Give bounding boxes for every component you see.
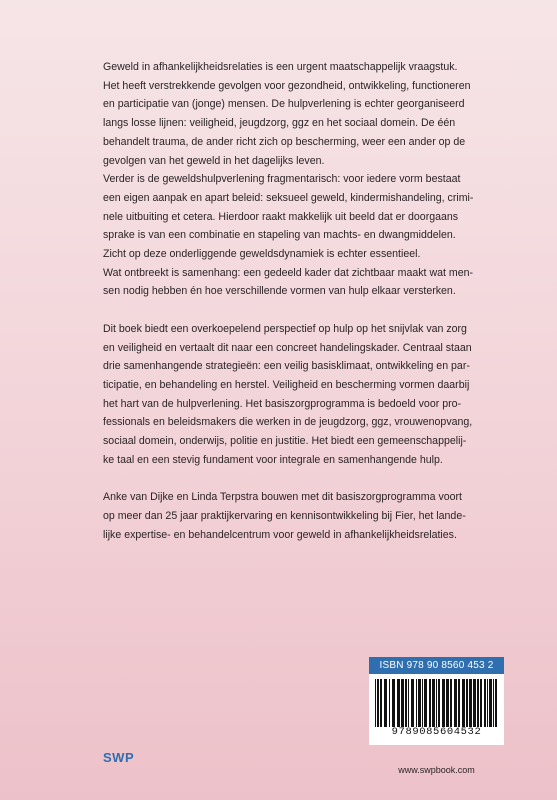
barcode-bar	[484, 679, 486, 727]
barcode-bar	[401, 679, 404, 727]
barcode-bar	[442, 679, 445, 727]
text-line: het hart van de hulpverlening. Het basiszorgprogramma is bedoeld voor pro-	[103, 397, 462, 410]
text-line: Anke van Dijke en Linda Terpstra bouwen met dit basiszorgprogramma voort	[103, 491, 462, 504]
barcode-bar	[380, 679, 382, 727]
barcode-bar	[454, 679, 457, 727]
barcode-bar	[446, 679, 449, 727]
text-line: fessionals en beleidsmakers die werken in de jeugdzorg, ggz, vrouwenopvang,	[103, 416, 473, 429]
text-line: Verder is de geweldshulpverlening fragmentarisch: voor iedere vorm bestaat	[103, 173, 461, 186]
text-line: nele uitbuiting et cetera. Hierdoor raakt makkelijk uit beeld dat er doorgaans	[103, 210, 459, 223]
text-line: Geweld in afhankelijkheidsrelaties is een urgent maatschappelijk vraagstuk.	[103, 61, 458, 73]
text-line: ticipatie, en behandeling en herstel. Veiligheid en bescherming vormen daarbij	[103, 378, 470, 391]
paragraph-authors	[103, 488, 515, 544]
back-cover-text	[103, 58, 515, 563]
barcode-bar	[408, 679, 409, 727]
barcode-bar	[416, 679, 417, 727]
text-line: Zicht op deze onderliggende geweldsdynamiek is echter essentieel.	[103, 248, 421, 261]
barcode-bar	[377, 679, 379, 727]
barcode-bar	[487, 679, 488, 727]
barcode-bar	[375, 679, 376, 727]
text-line: langs losse lijnen: veiligheid, jeugdzorg, ggz en het sociaal domein. De één	[103, 117, 456, 130]
text-line: gevolgen van het geweld in het dagelijks leven.	[103, 154, 325, 167]
barcode-bar	[389, 679, 390, 727]
barcode-bar	[424, 679, 427, 727]
barcode-bar	[436, 679, 437, 727]
text-line: behandelt trauma, de ander richt zich op bescherming, weer een ander op de	[103, 135, 466, 148]
barcode-bar	[432, 679, 435, 727]
barcode-bar	[458, 679, 460, 727]
text-line: Het heeft verstrekkende gevolgen voor gezondheid, ontwikkeling, functioneren	[103, 79, 471, 92]
barcode-bar	[469, 679, 472, 727]
text-line: op meer dan 25 jaar praktijkervaring en kennisontwikkeling bij Fier, het lande-	[103, 509, 466, 522]
barcode-bar	[418, 679, 421, 727]
barcode-bar	[480, 679, 482, 727]
barcode-bar	[493, 679, 494, 727]
text-line: sen nodig hebben én hoe verschillende vormen van hulp elkaar versterken.	[103, 285, 456, 298]
barcode-bar	[422, 679, 423, 727]
barcode-bar	[462, 679, 465, 727]
text-line: lijke expertise- en behandelcentrum voor geweld in afhankelijkheidsrelaties.	[103, 528, 457, 541]
text-line: en participatie van (jonge) mensen. De hulpverlening is echter georganiseerd	[103, 98, 465, 111]
barcode-bar	[473, 679, 476, 727]
barcode-bar	[489, 679, 492, 727]
barcode-bar	[384, 679, 387, 727]
text-line: Wat ontbreekt is samenhang: een gedeeld kader dat zichtbaar maakt wat men-	[103, 266, 474, 279]
paragraph-intro	[103, 58, 515, 301]
barcode-bar	[397, 679, 400, 727]
text-line: Dit boek biedt een overkoepelend perspectief op hulp op het snijvlak van zorg	[103, 322, 467, 335]
paragraph-book-description	[103, 320, 515, 470]
publisher-url: www.swpbook.com	[398, 765, 475, 775]
text-line: een eigen aanpak en apart beleid: seksueel geweld, kindermishandeling, crimi-	[103, 191, 474, 204]
barcode-bar	[429, 679, 431, 727]
isbn-label: ISBN 978 90 8560 453 2	[369, 657, 504, 674]
barcode-bar	[405, 679, 407, 727]
barcode-digits: 9789085604532	[391, 726, 482, 738]
text-line: sprake is van een combinatie en stapeling van machts- en dwangmiddelen.	[103, 229, 456, 242]
barcode-bar	[411, 679, 414, 727]
isbn-barcode-block	[369, 657, 504, 745]
barcode-bar	[477, 679, 479, 727]
barcode-bar	[392, 679, 395, 727]
barcode	[375, 679, 498, 727]
barcode-bar	[450, 679, 452, 727]
barcode-bar	[438, 679, 440, 727]
text-line: ke taal en een stevig fundament voor integrale en samenhangende hulp.	[103, 453, 443, 466]
barcode-bar	[495, 679, 497, 727]
publisher-logo: SWP	[103, 750, 135, 765]
text-line: sociaal domein, onderwijs, politie en justitie. Het biedt een gemeenschappelij-	[103, 435, 467, 448]
text-line: en veiligheid en vertaalt dit naar een concreet handelingskader. Centraal staan	[103, 341, 472, 354]
barcode-bar	[466, 679, 468, 727]
text-line: drie samenhangende strategieën: een veilig basisklimaat, ontwikkeling en par-	[103, 360, 470, 373]
